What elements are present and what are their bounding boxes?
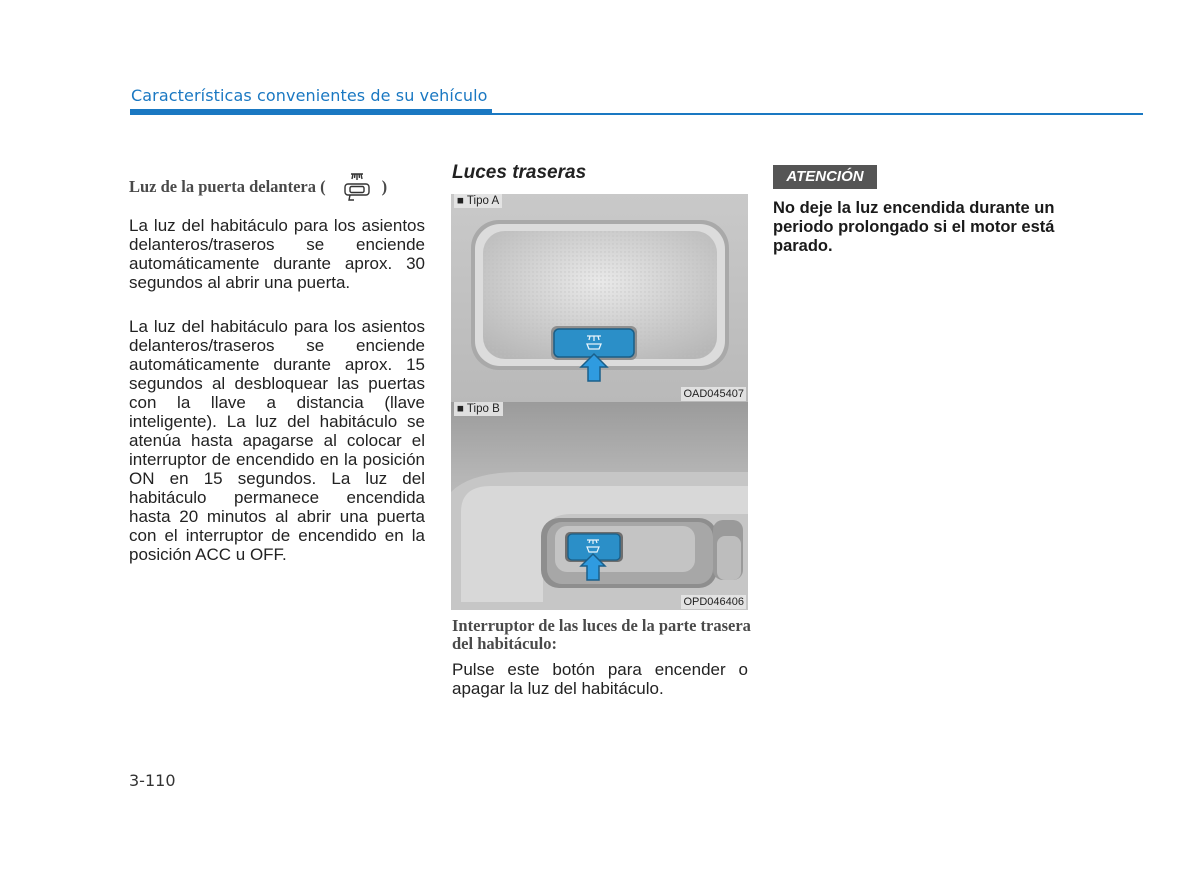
running-header: Características convenientes de su vehículo	[131, 86, 488, 105]
figure-b-label: ■ Tipo B	[454, 402, 503, 416]
figure-type-b	[451, 402, 748, 610]
paragraph-rear-switch: Pulse este botón para encender o apagar la luz del habitáculo.	[452, 660, 748, 698]
figure-b-code: OPD046406	[683, 596, 744, 608]
warning-text: No deje la luz encendida durante un periodo prolongado si el motor está parado.	[773, 199, 1055, 255]
figure-a-code: OAD045407	[683, 388, 744, 400]
figure-caption: Interruptor de las luces de la parte trasera del habitáculo:	[452, 616, 751, 653]
page-number: 3-110	[129, 771, 176, 790]
paragraph-door-open: La luz del habitáculo para los asientos delanteros/traseros se enciende automáticamente durante aprox. 30 segundos al abrir una puerta.	[129, 216, 425, 292]
overhead-lamp-illustration-a	[451, 194, 748, 402]
figure-type-a	[451, 194, 748, 402]
subheading-front-door-light	[129, 170, 429, 204]
door-light-icon	[340, 170, 374, 204]
subheading-text: Luz de la puerta delantera (	[129, 177, 326, 196]
paragraph-unlock: La luz del habitáculo para los asientos delanteros/traseros se enciende automáticamente durante aprox. 15 segundos al desbloquear las puertas con la llave a distancia (llave inteligente). La luz del habitáculo se atenúa hasta apagarse al colocar el interruptor de encendido en la posición ON en 15 segundos. La luz del habitáculo permanece encendida hasta 20 minutos al abrir una puerta con el interruptor de encendido en la posición ACC u OFF.	[129, 317, 425, 564]
figure-a-label: ■ Tipo A	[454, 194, 502, 208]
warning-badge: ATENCIÓN	[773, 165, 877, 189]
subheading-close: )	[381, 177, 388, 196]
overhead-lamp-illustration-b	[451, 402, 748, 610]
header-accent-bar	[130, 109, 492, 115]
section-title-rear-lights: Luces traseras	[452, 162, 587, 183]
